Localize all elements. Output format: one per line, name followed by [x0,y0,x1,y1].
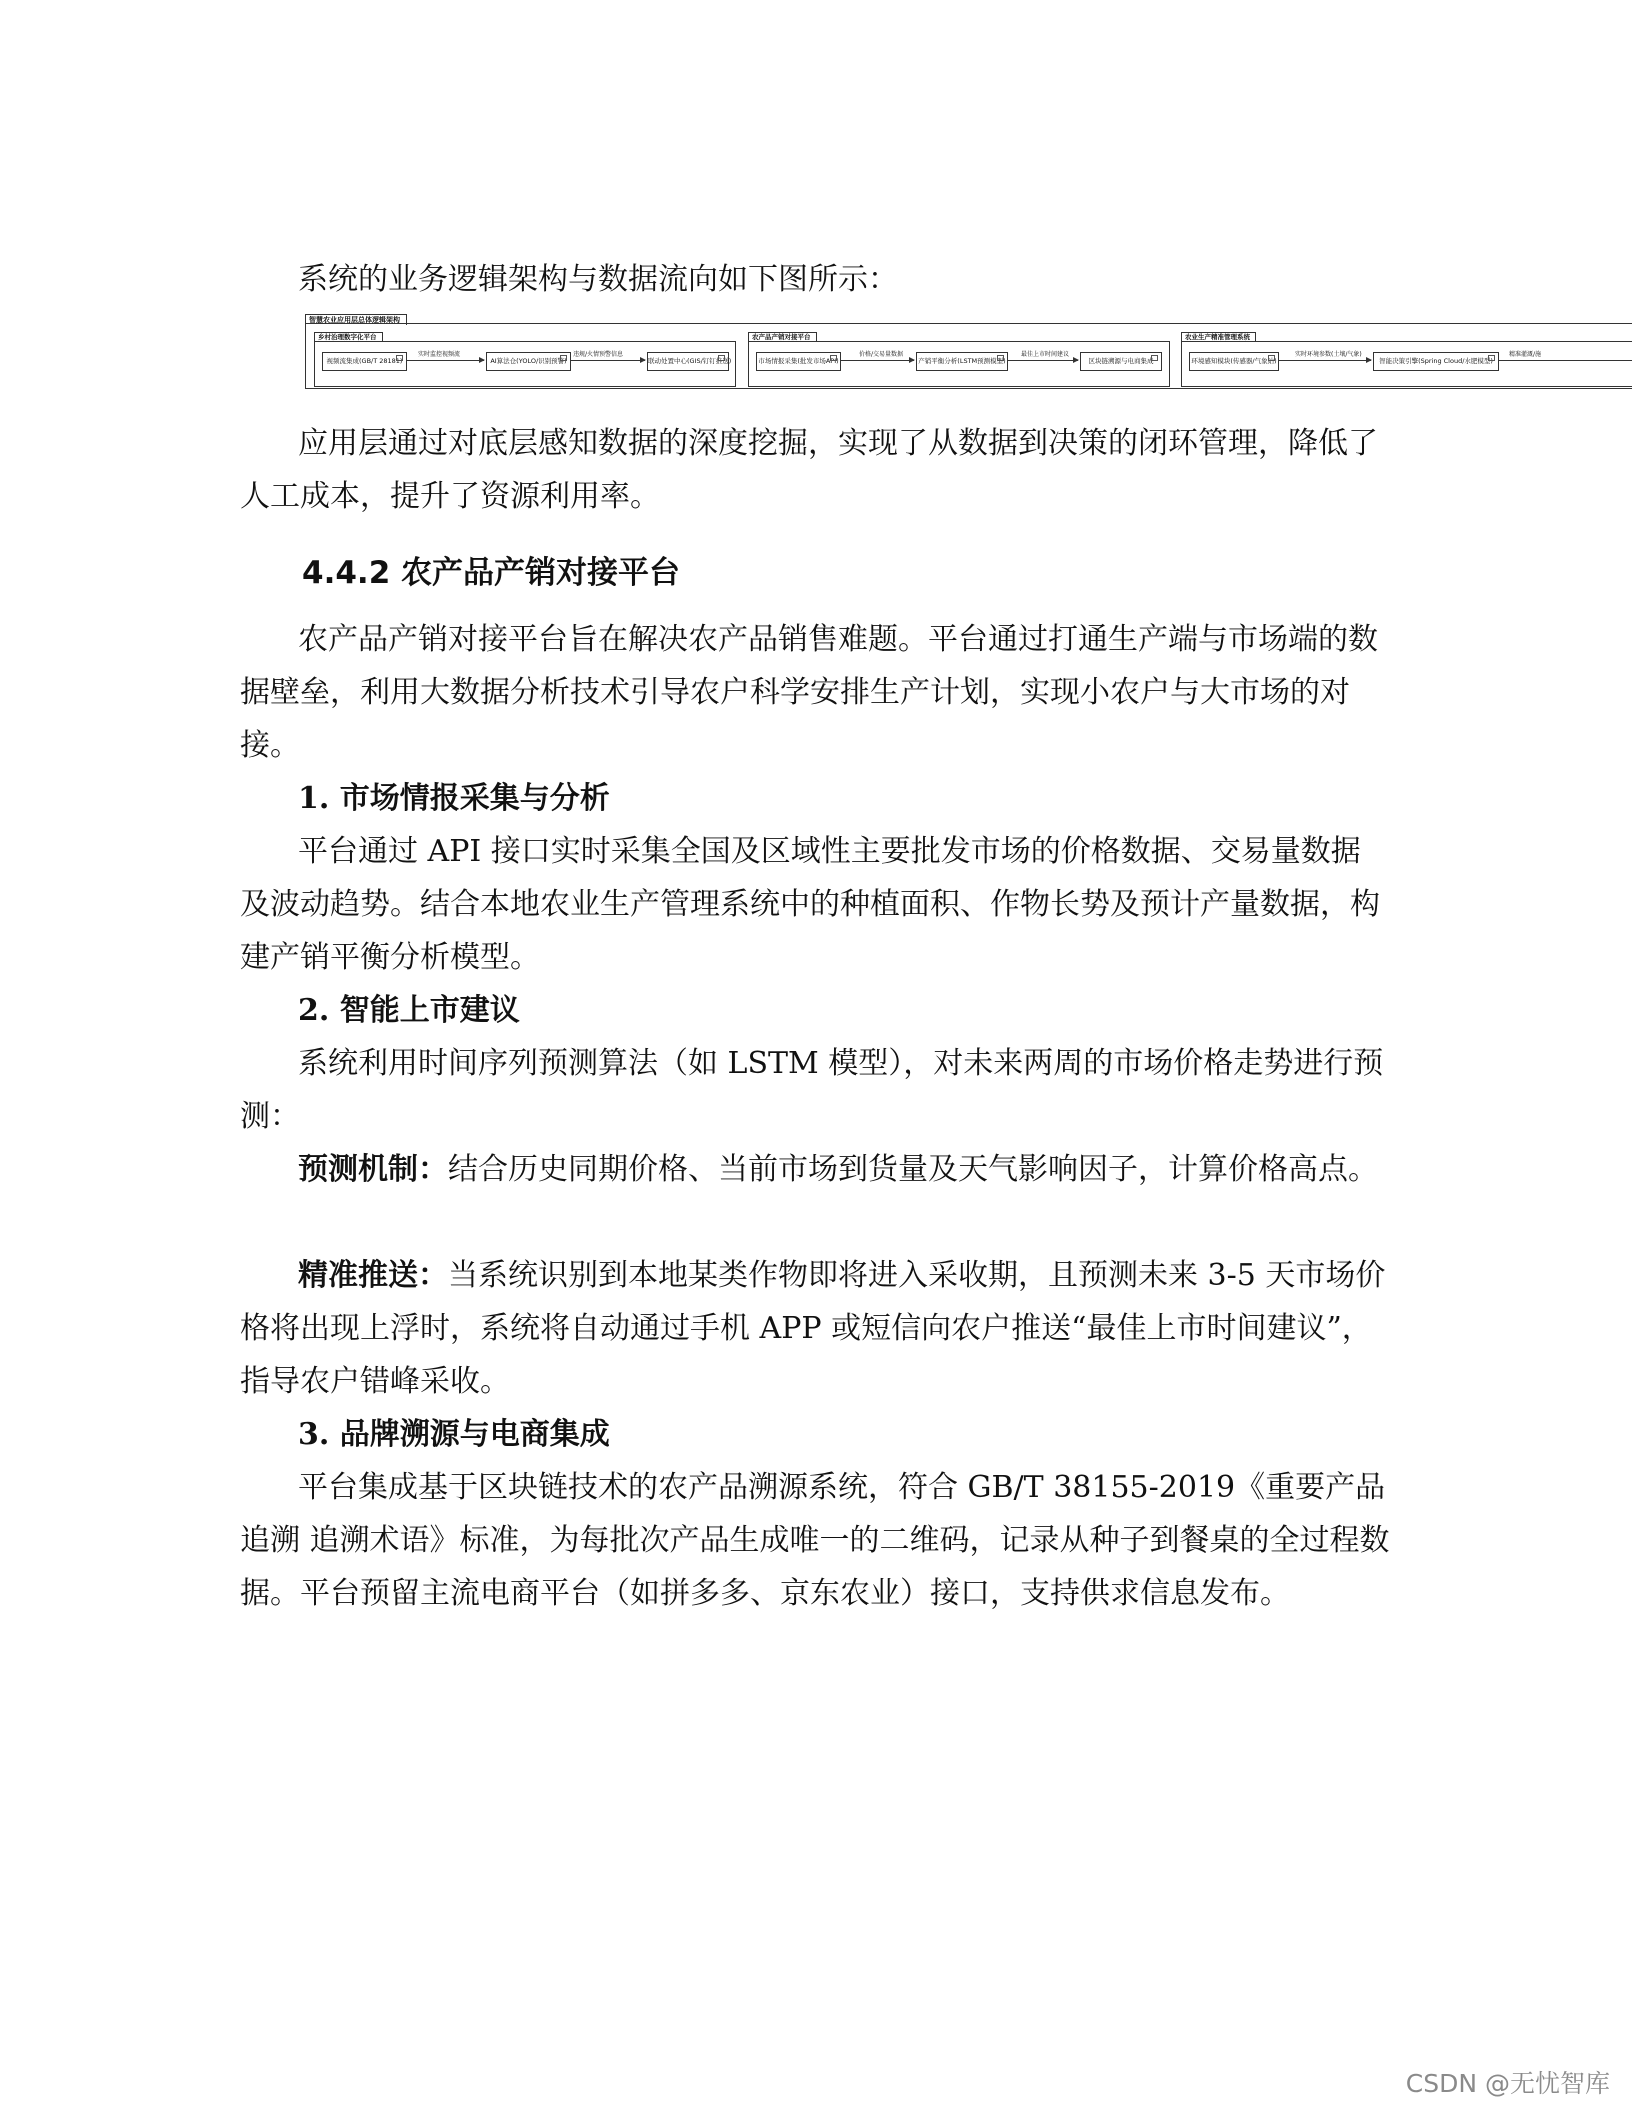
diagram-box: 视频流集成(GB/T 28181) [322,352,407,371]
diagram-title: 智慧农业应用层总体逻辑架构 [305,314,407,325]
diagram-arrow [841,360,914,361]
paragraph-market-intelligence: 平台通过 API 接口实时采集全国及区域性主要批发市场的价格数据、交易量数据及波动趋势。结合本地农业生产管理系统中的种植面积、作物长势及预计产量数据，构建产销平衡分析模型。 [240,834,1380,975]
diagram-box: AI算法仓(YOLO/识别预警) [486,352,571,371]
diagram-arrow-label: 精准灌溉/施 [1509,351,1542,358]
paragraph-prediction-mechanism [240,1143,1390,1196]
package-title-market: 农产品产销对接平台 [748,332,817,342]
paragraph-smart-listing: 系统利用时间序列预测算法（如 LSTM 模型），对未来两周的市场价格走势进行预测： [240,1046,1384,1134]
architecture-diagram [303,312,1632,392]
diagram-arrow [571,360,645,361]
paragraph-traceability: 平台集成基于区块链技术的农产品溯源系统，符合 GB/T 38155-2019《重要产品追溯 追溯术语》标准，为每批次产品生成唯一的二维码，记录从种子到餐桌的全过程数据。平台预留主流电商平台（如拼多多、京东农业）接口，支持供求信息发布。 [240,1470,1390,1611]
paragraph-precise-push [240,1249,1390,1408]
paragraph-application-layer: 应用层通过对底层感知数据的深度挖掘，实现了从数据到决策的闭环管理，降低了人工成本，提升了资源利用率。 [240,426,1378,514]
section-heading: 4.4.2 农产品产销对接平台 [302,555,681,591]
diagram-arrow [407,360,484,361]
diagram-box: 联动处置中心(GIS/钉钉推送) [647,352,729,371]
bold-label: 精准推送： [298,1258,448,1293]
intro-paragraph: 系统的业务逻辑架构与数据流向如下图所示： [298,262,898,297]
diagram-arrow [1279,360,1371,361]
diagram-arrow-label: 最佳上市时间建议 [1021,351,1070,358]
subheading-smart-listing: 2. 智能上市建议 [298,993,520,1028]
paragraph-platform-intro: 农产品产销对接平台旨在解决农产品销售难题。平台通过打通生产端与市场端的数据壁垒，利用大数据分析技术引导农户科学安排生产计划，实现小农户与大市场的对接。 [240,622,1378,763]
diagram-box: 区块链溯源与电商集成 [1080,352,1162,371]
diagram-arrow-label: 实时监控视频流 [418,351,461,358]
diagram-arrow-label: 实时环境参数(土壤/气象) [1295,351,1362,358]
package-title-production: 农业生产精准管理系统 [1181,332,1256,342]
diagram-box: 市场情报采集(批发市场API) [756,352,841,371]
bold-label: 预测机制： [298,1152,448,1187]
diagram-box: 环境感知模块(传感器/气象站) [1189,352,1279,371]
diagram-arrow-label: 价格/交易量数据 [859,351,904,358]
package-title-governance: 乡村治理数字化平台 [314,332,383,342]
diagram-box: 智能决策引擎(Spring Cloud/水肥模型) [1373,352,1499,371]
paragraph-text: 结合历史同期价格、当前市场到货量及天气影响因子，计算价格高点。 [448,1152,1378,1187]
subheading-traceability: 3. 品牌溯源与电商集成 [298,1417,610,1452]
diagram-box: 产销平衡分析(LSTM预测模型) [916,352,1008,371]
watermark: CSDN @无忧智库 [1405,2069,1610,2098]
diagram-arrow-label: 违规/火情预警信息 [573,351,624,358]
diagram-arrow [1499,360,1632,361]
diagram-arrow [1008,360,1078,361]
subheading-market-intelligence: 1. 市场情报采集与分析 [298,781,610,816]
paragraph-text: 当系统识别到本地某类作物即将进入采收期，且预测未来 3-5 天市场价格将出现上浮时，系统将自动通过手机 APP 或短信向农户推送“最佳上市时间建议”，指导农户错峰采收。 [240,1258,1386,1399]
